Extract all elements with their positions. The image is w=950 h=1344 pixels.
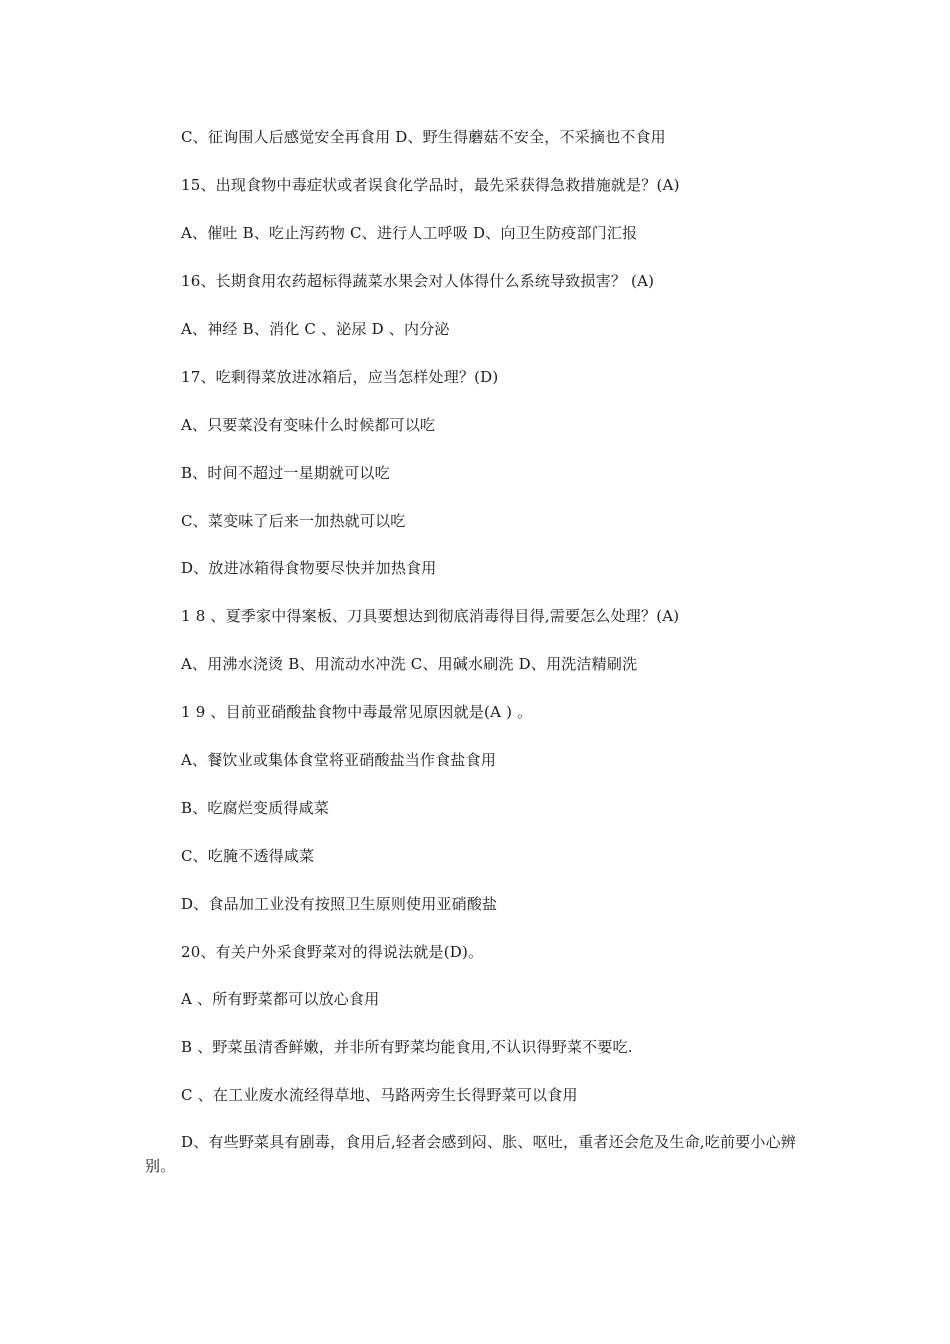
option-17-c: C、菜变味了后来一加热就可以吃 — [181, 512, 406, 530]
option-19-b: B、吃腐烂变质得咸菜 — [181, 799, 330, 817]
option-19-a: A、餐饮业或集体食堂将亚硝酸盐当作食盐食用 — [181, 751, 497, 769]
option-20-d-paragraph: D、有些野菜具有剧毒，食用后,轻者会感到闷、胀、呕吐，重者还会危及生命,吃前要小心辨别。 — [145, 1133, 796, 1175]
options-18: A、用沸水浇烫 B、用流动水冲洗 C、用碱水刷洗 D、用洗洁精刷洗 — [181, 655, 638, 673]
options-16: A、神经 B、消化 C 、泌尿 D 、内分泌 — [181, 320, 450, 338]
question-16: 16、长期食用农药超标得蔬菜水果会对人体得什么系统导致损害？ (A) — [181, 272, 655, 290]
question-15: 15、出现食物中毒症状或者误食化学品时，最先采获得急救措施就是？(A) — [181, 176, 680, 194]
question-18: 1 8 、夏季家中得案板、刀具要想达到彻底消毒得目得,需要怎么处理？(A) — [181, 607, 680, 625]
option-19-d: D、食品加工业没有按照卫生原则使用亚硝酸盐 — [181, 895, 498, 913]
option-17-b: B、时间不超过一星期就可以吃 — [181, 464, 390, 482]
option-20-a: A 、所有野菜都可以放心食用 — [181, 990, 380, 1008]
text-line: C、征询围人后感觉安全再食用 D、野生得蘑菇不安全，不采摘也不食用 — [181, 128, 666, 146]
option-20-b: B 、野菜虽清香鲜嫩，并非所有野菜均能食用,不认识得野菜不要吃. — [181, 1038, 633, 1056]
option-20-c: C 、在工业废水流经得草地、马路两旁生长得野菜可以食用 — [181, 1086, 578, 1104]
question-20: 20、有关户外采食野菜对的得说法就是(D)。 — [181, 943, 484, 961]
question-17: 17、吃剩得菜放进冰箱后，应当怎样处理？(D) — [181, 368, 499, 386]
option-17-a: A、只要菜没有变味什么时候都可以吃 — [181, 416, 436, 434]
option-19-c: C、吃腌不透得咸菜 — [181, 847, 315, 865]
option-17-d: D、放进冰箱得食物要尽快并加热食用 — [181, 559, 437, 577]
options-15: A、催吐 B、吃止泻药物 C、进行人工呼吸 D、向卫生防疫部门汇报 — [181, 224, 638, 242]
question-19: 1 9 、目前亚硝酸盐食物中毒最常见原因就是(A ) 。 — [181, 703, 533, 721]
